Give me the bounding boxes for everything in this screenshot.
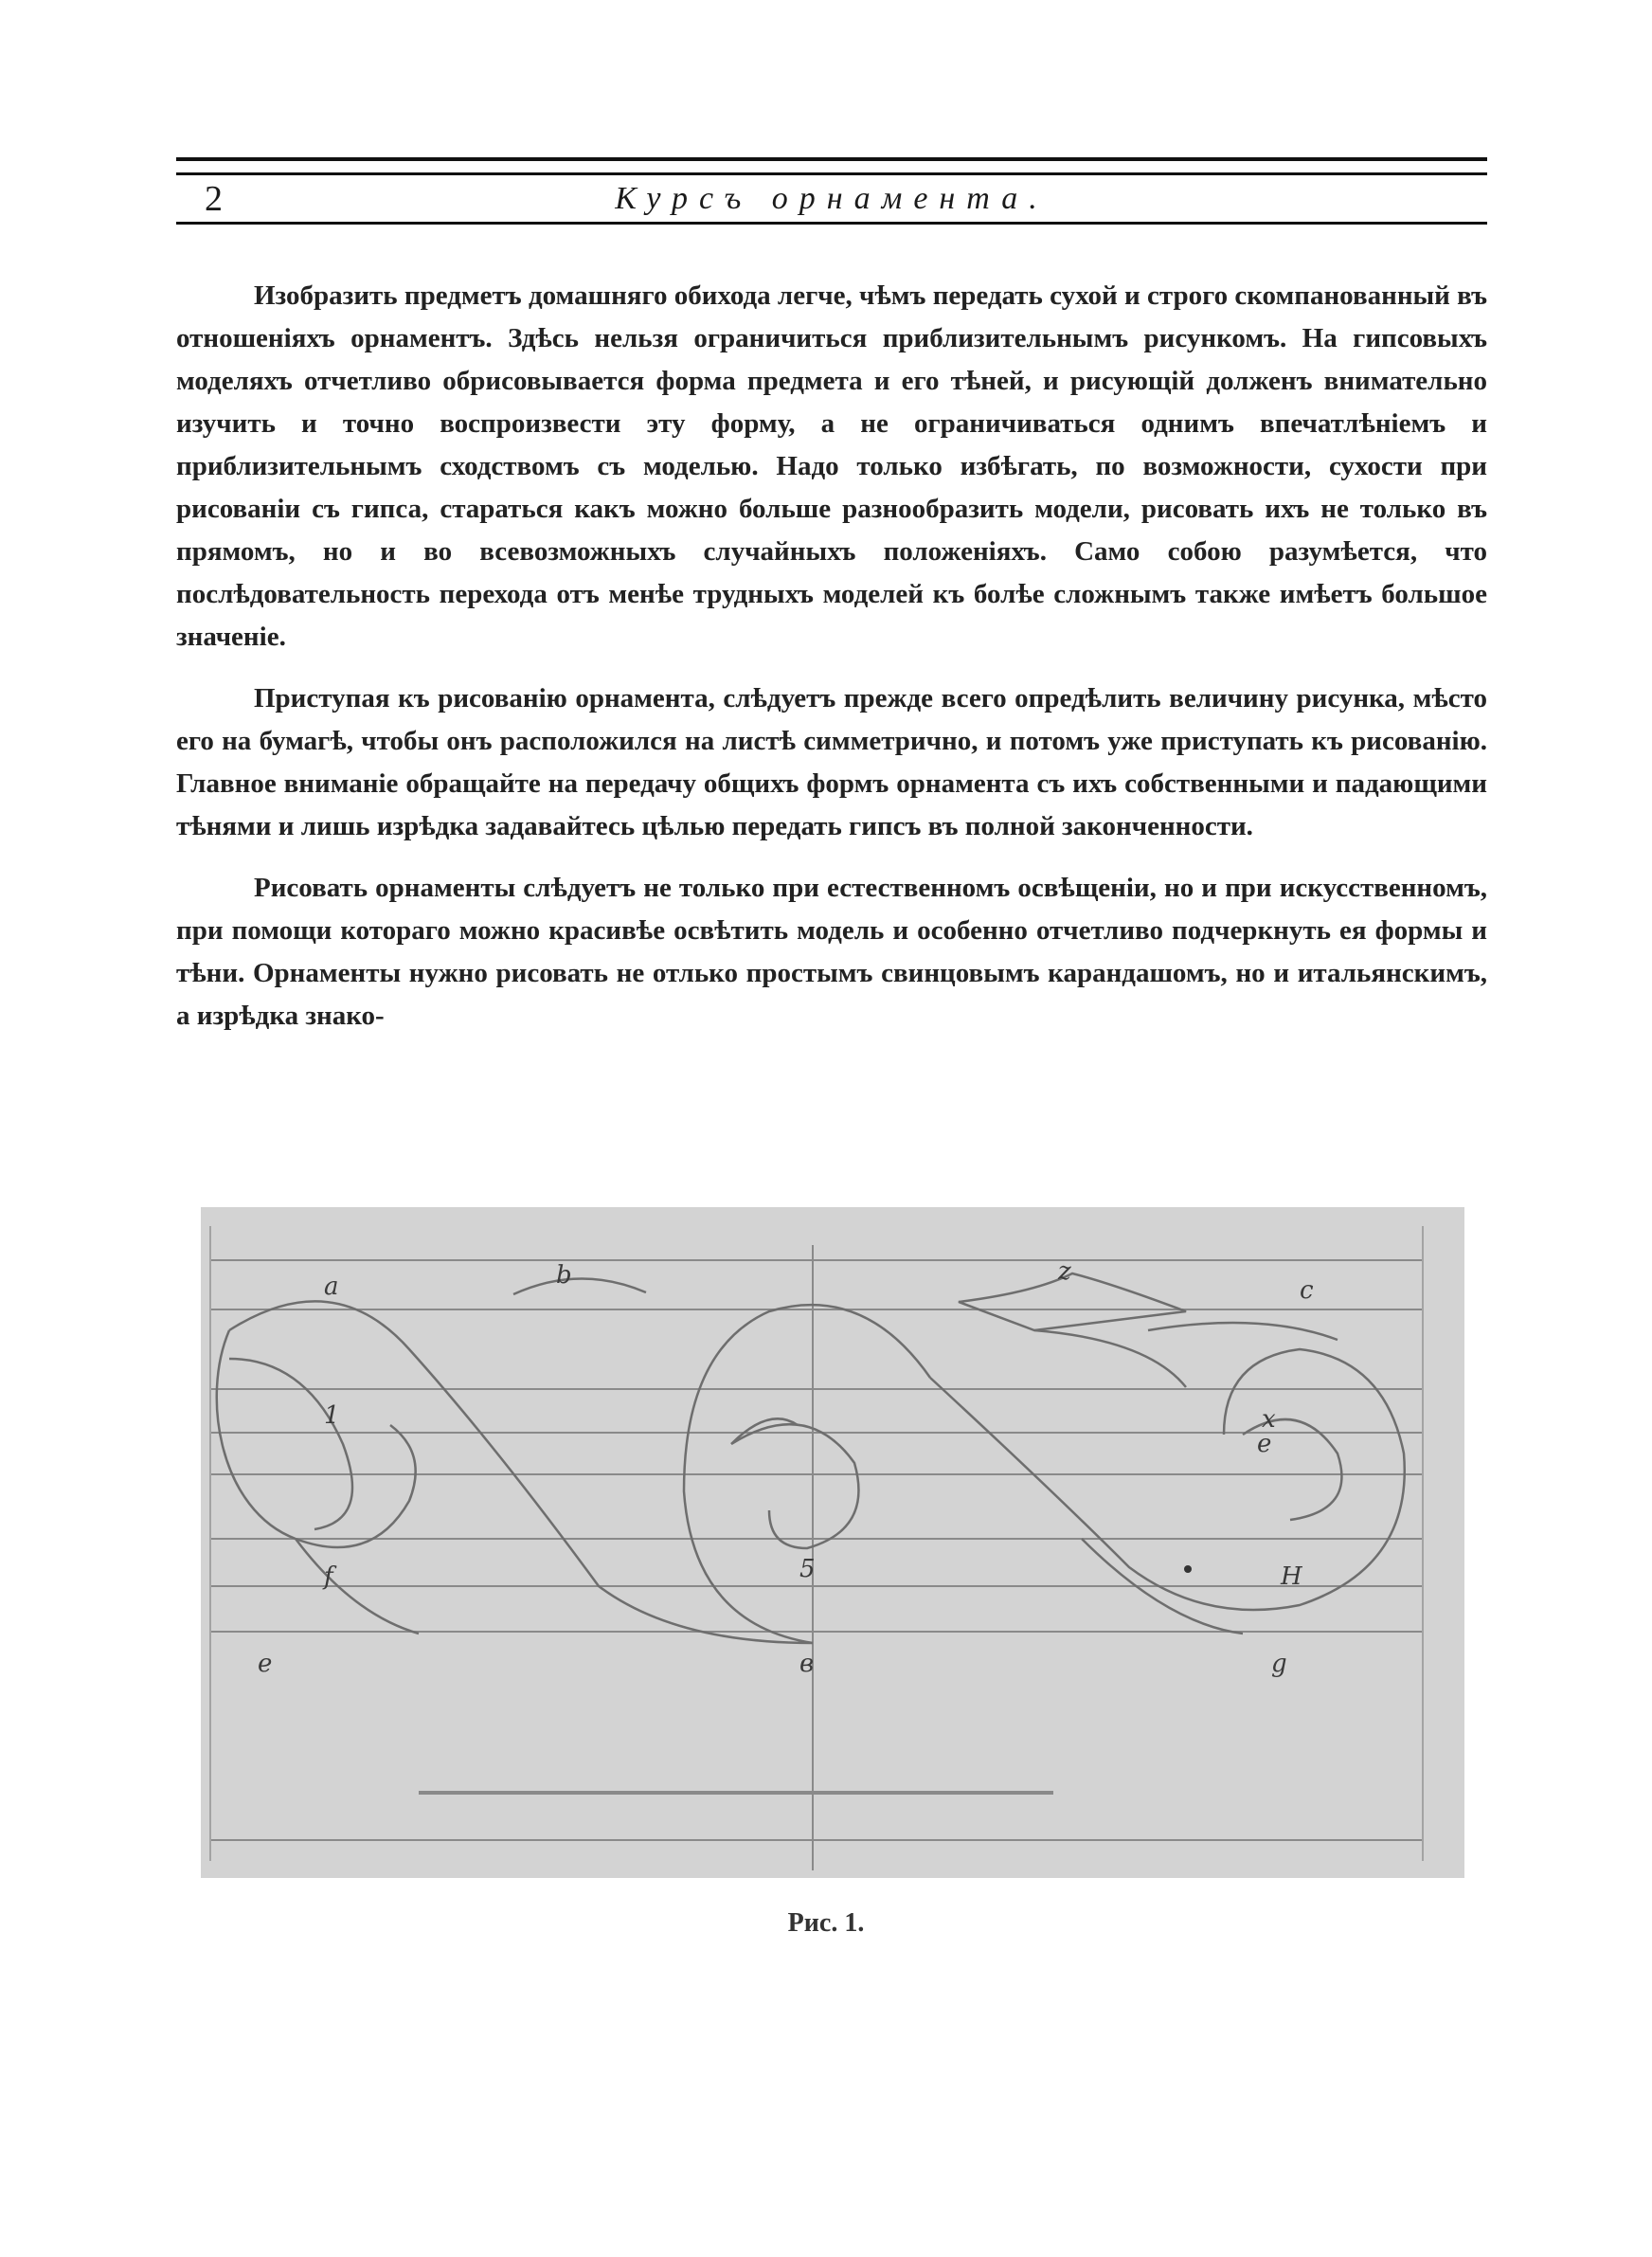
label-v: в (799, 1650, 815, 1678)
label-a: a (324, 1273, 339, 1301)
figure-caption: Рис. 1. (787, 1908, 865, 1938)
header-rule-bottom (176, 222, 1487, 225)
ornament-sketch (201, 1207, 1464, 1878)
label-b: b (556, 1261, 572, 1290)
paragraph-1: Изобразить предметъ домашняго обихода легче, чѣмъ передать сухой и строго скомпанованный въ отношеніяхъ орнаментъ. Здѣсь нельзя ограничиться приблизительнымъ рисункомъ. На гипсовыхъ моделяхъ отчетливо обрисовывается форма предмета и его тѣней, и рисующій долженъ внимательно изучить и точно воспроизвести эту форму, а не ограничиваться однимъ впечатлѣніемъ и приблизительнымъ сходствомъ съ моделью. Надо только избѣгать, по возможности, сухости при рисованіи съ гипса, стараться какъ можно больше разнообразить модели, рисовать ихъ не только въ прямомъ, но и во всевозможныхъ случайныхъ положеніяхъ. Само собою разумѣется, что послѣдовательность перехода отъ менѣе трудныхъ моделей къ болѣе сложнымъ также имѣетъ большое значеніе. (176, 280, 1487, 652)
label-f: f (324, 1562, 333, 1591)
label-z: z (1058, 1257, 1071, 1286)
body-text (176, 275, 1487, 1056)
ornament-sketch-figure (201, 1207, 1464, 1878)
label-e: e (258, 1650, 273, 1678)
label-5: 5 (799, 1555, 816, 1583)
label-h: H (1281, 1562, 1302, 1591)
label-g: g (1271, 1650, 1287, 1678)
header-rule-top (176, 157, 1487, 161)
paragraph-2: Приступая къ рисованію орнамента, слѣдуетъ прежде всего опредѣлить величину рисунка, мѣсто его на бумагѣ, чтобы онъ расположился на листѣ симметрично, и потомъ уже приступать къ рисованію. Главное вниманіе обращайте на передачу общихъ формъ орнамента съ ихъ собственными и падающими тѣнями и лишь изрѣдка задавайтесь цѣлью передать гипсъ въ полной законченности. (176, 683, 1487, 841)
label-x: x (1262, 1405, 1276, 1434)
sketch-dot (1184, 1565, 1192, 1573)
running-title: Курсъ орнамента. (615, 181, 1049, 216)
label-c: c (1300, 1276, 1314, 1305)
header-rule-middle (176, 172, 1487, 175)
paragraph-3: Рисовать орнаменты слѣдуетъ не только при естественномъ освѣщеніи, но и при искусственномъ, при помощи котораго можно красивѣе освѣтить модель и особенно отчетливо подчеркнуть ея формы и тѣни. Орнаменты нужно рисовать не отлько простымъ свинцовымъ карандашомъ, но и итальянскимъ, а изрѣдка знако- (176, 873, 1487, 1031)
page-number: 2 (205, 179, 223, 219)
page-header (176, 180, 1487, 218)
label-1: 1 (324, 1401, 340, 1430)
label-e-upper: e (1257, 1430, 1272, 1458)
